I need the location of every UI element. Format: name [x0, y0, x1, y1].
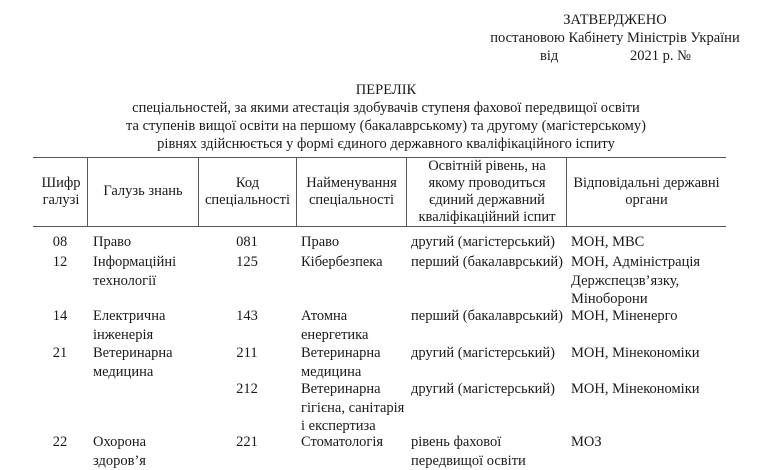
header-spec-code: Код спеціальності	[199, 157, 296, 226]
field-code-cell-line: 14	[33, 307, 87, 326]
orgs-cell-line: МОН, МВС	[571, 233, 731, 252]
level-cell	[411, 380, 571, 399]
header-field: Галузь знань	[88, 157, 198, 226]
field-code-cell	[33, 433, 87, 452]
header-orgs: Відповідальні державні органи	[567, 157, 726, 226]
approval-from-label: від	[540, 47, 558, 65]
header-level: Освітній рівень, на якому проводиться єдиний державний кваліфікаційний іспит	[411, 157, 563, 226]
field-code-cell	[33, 344, 87, 363]
spec-code-cell	[198, 380, 296, 399]
orgs-cell	[571, 307, 731, 326]
orgs-cell-line: МОН, Мінекономіки	[571, 344, 731, 363]
orgs-cell-line: МОН, Мінекономіки	[571, 380, 731, 399]
field-cell-line: інженерія	[93, 326, 223, 345]
level-cell-line: другий (магістерський)	[411, 380, 571, 399]
field-cell-line: здоров’я	[93, 452, 223, 470]
level-cell-line: другий (магістерський)	[411, 344, 571, 363]
spec-code-cell-line: 212	[198, 380, 296, 399]
table-header-border	[33, 226, 726, 227]
field-code-cell-line: 22	[33, 433, 87, 452]
orgs-cell-line: Міноборони	[571, 290, 731, 309]
approval-stamp: ЗАТВЕРДЖЕНО	[480, 11, 750, 29]
level-cell-line: передвищої освіти	[411, 452, 571, 470]
orgs-cell	[571, 433, 731, 452]
orgs-cell-line: МОН, Адміністрація	[571, 253, 731, 272]
orgs-cell	[571, 380, 731, 399]
spec-code-cell-line: 081	[198, 233, 296, 252]
spec-code-cell-line: 143	[198, 307, 296, 326]
approval-year-label: 2021 р. №	[630, 47, 691, 65]
approval-authority: постановою Кабінету Міністрів України	[480, 29, 750, 47]
level-cell-line: перший (бакалаврський)	[411, 253, 571, 272]
field-code-cell	[33, 233, 87, 252]
spec-name-cell-line: Кібербезпека	[301, 253, 436, 272]
spec-name-cell-line: і експертиза	[301, 417, 436, 436]
spec-code-cell	[198, 253, 296, 272]
spec-name-cell-line: медицина	[301, 363, 436, 382]
level-cell	[411, 344, 571, 363]
spec-code-cell	[198, 433, 296, 452]
level-cell-line: перший (бакалаврський)	[411, 307, 571, 326]
level-cell-line: рівень фахової	[411, 433, 571, 452]
field-cell-line: технології	[93, 272, 223, 291]
spec-name-cell-line: Ветеринарна	[301, 380, 436, 399]
field-cell-line: медицина	[93, 363, 223, 382]
field-code-cell	[33, 253, 87, 272]
header-spec-name: Найменування спеціальності	[297, 157, 406, 226]
field-code-cell-line: 21	[33, 344, 87, 363]
level-cell	[411, 433, 571, 470]
spec-code-cell	[198, 344, 296, 363]
document-title	[60, 81, 712, 153]
field-cell-line: Електрична	[93, 307, 223, 326]
spec-name-cell-line: Ветеринарна	[301, 344, 436, 363]
orgs-cell-line: МОН, Міненерго	[571, 307, 731, 326]
header-field-code: Шифр галузі	[35, 157, 87, 226]
level-cell-line: другий (магістерський)	[411, 233, 571, 252]
orgs-cell	[571, 253, 731, 309]
title-line: та ступенів вищої освіти на першому (бакалаврському) та другому (магістерському)	[60, 117, 712, 135]
specialties-table	[33, 157, 726, 467]
orgs-cell	[571, 233, 731, 252]
approval-date-line	[480, 47, 750, 65]
spec-code-cell-line: 211	[198, 344, 296, 363]
title-line: спеціальностей, за якими атестація здобувачів ступеня фахової передвищої освіти	[60, 99, 712, 117]
spec-code-cell-line: 221	[198, 433, 296, 452]
spec-name-cell-line: Атомна	[301, 307, 436, 326]
spec-name-cell-line: гігієна, санітарія	[301, 399, 436, 418]
spec-code-cell-line: 125	[198, 253, 296, 272]
field-code-cell-line: 08	[33, 233, 87, 252]
spec-code-cell	[198, 307, 296, 326]
field-cell-line: Ветеринарна	[93, 344, 223, 363]
title-line: рівнях здійснюється у формі єдиного державного кваліфікаційного іспиту	[60, 135, 712, 153]
orgs-cell	[571, 344, 731, 363]
spec-name-cell-line: енергетика	[301, 326, 436, 345]
field-code-cell-line: 12	[33, 253, 87, 272]
column-divider	[406, 157, 407, 226]
spec-name-cell-line: Право	[301, 233, 436, 252]
level-cell	[411, 233, 571, 252]
field-cell-line: Право	[93, 233, 223, 252]
level-cell	[411, 253, 571, 272]
spec-code-cell	[198, 233, 296, 252]
title-heading: ПЕРЕЛІК	[60, 81, 712, 99]
field-cell-line: Охорона	[93, 433, 223, 452]
spec-name-cell-line: Стоматологія	[301, 433, 436, 452]
field-code-cell	[33, 307, 87, 326]
orgs-cell-line: МОЗ	[571, 433, 731, 452]
level-cell	[411, 307, 571, 326]
field-cell-line: Інформаційні	[93, 253, 223, 272]
orgs-cell-line: Держспецзв’язку,	[571, 272, 731, 291]
